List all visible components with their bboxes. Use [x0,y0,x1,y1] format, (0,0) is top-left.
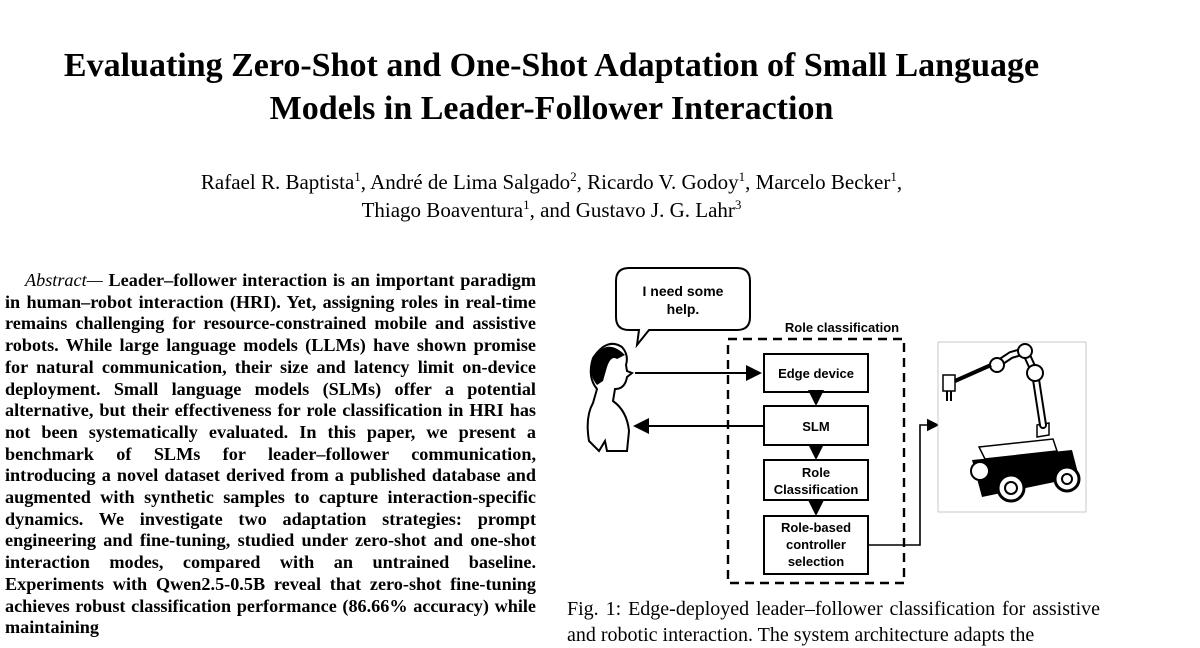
speech-bubble-line-2: help. [666,301,700,317]
title-line-2: Models in Leader-Follower Interaction [269,90,834,127]
edge-device-label: Edge device [778,366,854,381]
role-box-line-1: Role [801,465,831,480]
author-affiliation: 1 [354,169,361,184]
controller-selection-box [764,516,868,574]
role-classification-box [764,460,868,500]
paper-title [0,44,1103,130]
author-separator: , [576,170,588,194]
system-diagram [567,255,1100,595]
author-affiliation: 2 [570,169,577,184]
abstract-body: Leader–follower interaction is an important paradigm in human–robot interaction (HRI). Yet, assigning roles in real-time remains challenging for resource-constrained mobile and assistive robots. While large language models (LLMs) have shown promise for natural communication, their size and latency limit on-device deployment. Small language models (SLMs) offer a potential alternative, but their effectiveness for role classification in HRI has not been systematically evaluated. In this paper, we present a benchmark of SLMs for leader–follower communication, introducing a novel dataset derived from a published database and augmented with synthetic samples to capture interaction-specific dynamics. We investigate two adaptation strategies: prompt engineering and fine-tuning, studied under zero-shot and one-shot interaction modes, compared with an untrained baseline. Experiments with Qwen2.5-0.5B reveal that zero-shot fine-tuning achieves robust classification performance (86.66% accuracy) while maintaining [5,270,536,638]
controller-box-line-2: controller [786,537,846,552]
speech-bubble-line-1: I need some [642,283,724,299]
author-affiliation: 1 [738,169,746,184]
slm-label: SLM [802,419,830,434]
author-name: Rafael R. Baptista [200,170,355,194]
author-name: Marcelo Becker [755,170,891,194]
title-line-1: Evaluating Zero-Shot and One-Shot Adaptation of Small Language [63,47,1040,84]
controller-box-line-3: selection [787,554,845,569]
author-separator: , [745,170,756,194]
author-name: Ricardo V. Godoy [587,170,739,194]
abstract-label: Abstract— [25,270,103,290]
figure-1 [567,255,1100,595]
author-list [0,168,1103,224]
author-affiliation: 3 [734,197,742,212]
controller-box-line-1: Role-based [780,520,852,535]
author-name: André de Lima Salgado [370,170,571,194]
edge-device-box [764,354,868,392]
author-name: Gustavo J. G. Lahr [575,198,735,222]
speech-bubble [616,268,750,345]
author-affiliation: 1 [890,169,897,184]
author-name: Thiago Boaventura [361,198,524,222]
author-line-2 [0,196,1103,224]
abstract [5,270,536,639]
author-separator: , [896,170,903,194]
person-icon [588,344,632,451]
author-separator: , [360,170,371,194]
slm-box [764,406,868,445]
group-label: Role classification [784,320,900,335]
role-box-line-2: Classification [773,482,859,497]
author-affiliation: 1 [523,197,530,212]
author-line-1 [0,168,1103,196]
figure-caption: Fig. 1: Edge-deployed leader–follower classification for assistive and robotic interaction. The system architecture adapts the [567,598,1100,646]
author-separator: , and [529,198,576,222]
